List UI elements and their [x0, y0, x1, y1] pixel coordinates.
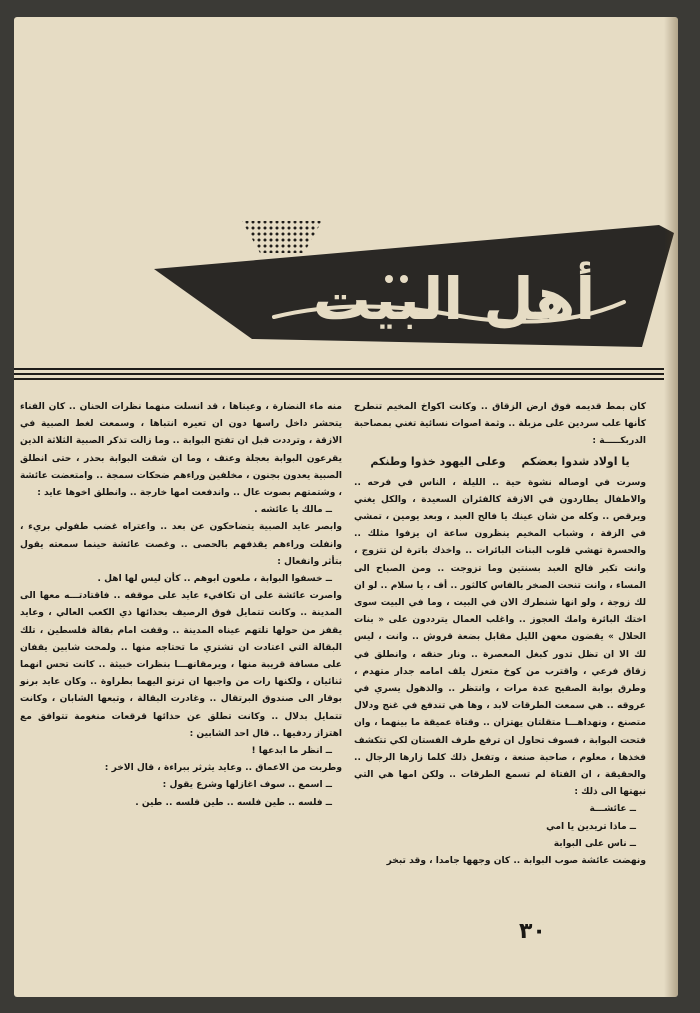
song-lyric-left: وعلى اليهود خذوا وطنكم — [370, 454, 506, 468]
right-text-column — [354, 399, 646, 870]
song-lyric-right: يا اولاد شدوا بعضكم — [521, 454, 630, 468]
dialogue-line: ــ اسمع .. سوف اغازلها وشرع يقول : — [162, 780, 332, 791]
left-text-column — [20, 399, 342, 812]
paragraph: وسرت في اوصاله نشوة حية .. الليلة ، الناس في فرحه .. والاطفال يطاردون في الازقة كالفئران السعيدة ، والكل يغني ويرقص .. وكله من شان عينك يا فالح العبد ، وبعد يومين ، تمشي في الزفة ، وشباب المخيم ينظرون ساعة ان يزفوا مثلك .. والحسرة تهشي قلوب البنات البائرات .. واخذك باترة لن تتزوج ، وانت تكبر فالح العبد بسنتين وما تزوجت .. ومن الصباح الى المساء ، وانت تنحت الصخر بالفاس كالثور .. أف ، يا سلام .. لو ان لك زوجة ، ولو انها شنطرك الان في البيت ، وما في البيت سوى اختك البائرة وامك العجوز .. واغلب العمال يترددون على « بنات الحلال » يقضون معهن الليل مقابل بضعة قروش .. وانت ، ليس لك الا ان تظل تدور كبغل المعصرة .. ونار حنقه ، وانطلق في زقاق فرعي ، واقترب من كوخ متعزل يلف امامه جدار متهدم ، وطرق بوابة الصفيح عدة مرات ، وانتظر .. والذهول يسري في عروقه .. هي سمعت الطرقات لابد ، وها هي تندفع في غنج ودلال متصنع ، ونهداهـــا متقلتان يهتزان .. وقتاة عميقة ما بينهما ، وان فتحت البوابة ، فسوف تحاول ان ترفع طرف الفستان لكي تتكشف فخذها ، معلوم ، صاحبة صنعة ، وتفعل ذلك كلما زارها الرجال .. والحقيقة ، ان الفتاة لم تسمع الطرقات .. ولكن امها هي التي نبهتها الى ذلك : — [354, 477, 646, 798]
paragraph: وطربت من الاعماق .. وعايد يثرثر ببراءة ، قال الاخر : — [104, 763, 342, 774]
intro-paragraph: كان بمط قديمه فوق ارض الزقاق .. وكانت اكواخ المخيم تنطرح كأنها علب سردين على مزبلة .. وثمة اصوات نسائية تغني بمصاحبة الدربكـــــة : — [354, 402, 646, 447]
paragraph: وابصر عايد الصبية يتضاحكون عن بعد .. واعتراه غضب طفولي بريء ، وانفلت وراءهم يقذفهم بالحصى .. وغصت عائشة حينما سمعته يقول بتأثر وانفعال : — [20, 522, 342, 567]
page-number: ٣٠ — [519, 919, 546, 944]
dialogue-line: ــ ماذا تريدين يا امي — [546, 821, 636, 832]
paragraph: ونهضت عائشة صوب البوابة .. كان وجهها جامدا ، وقد تبخر — [386, 856, 646, 867]
dialogue-line: ــ عائشـــة — [589, 804, 636, 815]
dialogue-line: ــ فلسه .. طين فلسه .. طين فلسه .. طين . — [135, 797, 332, 808]
title-banner — [154, 207, 674, 367]
dialogue-line: ــ انظر ما ابدعها ! — [251, 746, 332, 757]
paragraph: منه ماء النضارة ، وعيناها ، قد انسلت منهما نظرات الحنان .. كان الفناء يتحشر داخل راسها دون ان تعيره انتباها ، وسمعت لغط الصبية في الازقة ، وترددت قبل ان تفتح البوابة .. وما زالت تذكر الصبية الثلاثة الذين يقرعون البوابة بعجلة وعنف ، وما ان شقت البوابة بحذر ، حتى انطلق الصبية يعدون بجنون ، مخلفين وراءهم ضحكات سمجة .. وامتعضت عائشة ، وشتمتهم بصوت عال .. واندفعت امها خارجة .. وانطلق اخوها عايد : — [20, 402, 342, 499]
song-lyric — [354, 453, 646, 471]
article-title: أهل البيت — [312, 265, 596, 333]
dialogue-line: ــ خسفوا البوابة ، ملعون ابوهم .. كأن ليس لها اهل . — [97, 574, 332, 585]
dialogue-line: ــ مالك يا عائشه . — [254, 505, 332, 516]
magazine-page — [14, 17, 678, 997]
dialogue-line: ــ ناس على البوابة — [553, 838, 636, 849]
banner-underline-rule — [14, 368, 664, 380]
paragraph: واصرت عائشة على ان تكافيء عايد على موقفه .. فاقتادتـــه معها الى المدينة .. وكانت تتمايل فوق الرصيف بحذائها ذي الكعب العالي ، وعايد يقفز من حولها تلتهم عيناه المدينة .. وقفت امام بقالة فلسطين ، تلك البقالة التي اعتادت ان تشتري ما تحتاجه منها .. ولمحت شابين يقفان على مسافة قريبة منها ، ويرمقانهـــا بنظرات خبيثة .. كانت تحس انهما ثنائيان ، ولكنها رات من واجبها ان ترنو اليهما بطراوة .. وكان عايد برنو بوقار الى صندوق البرتقال .. وغادرت البقالة ، وتبعها الشابان ، وكانت تتمايل بدلال .. وكانت تطلق عن حذائها قرقعات منغومة تتوافق مع اهتزاز ردفيها .. قال احد الشابين : — [20, 591, 342, 739]
halftone-dots-decoration — [242, 221, 322, 253]
